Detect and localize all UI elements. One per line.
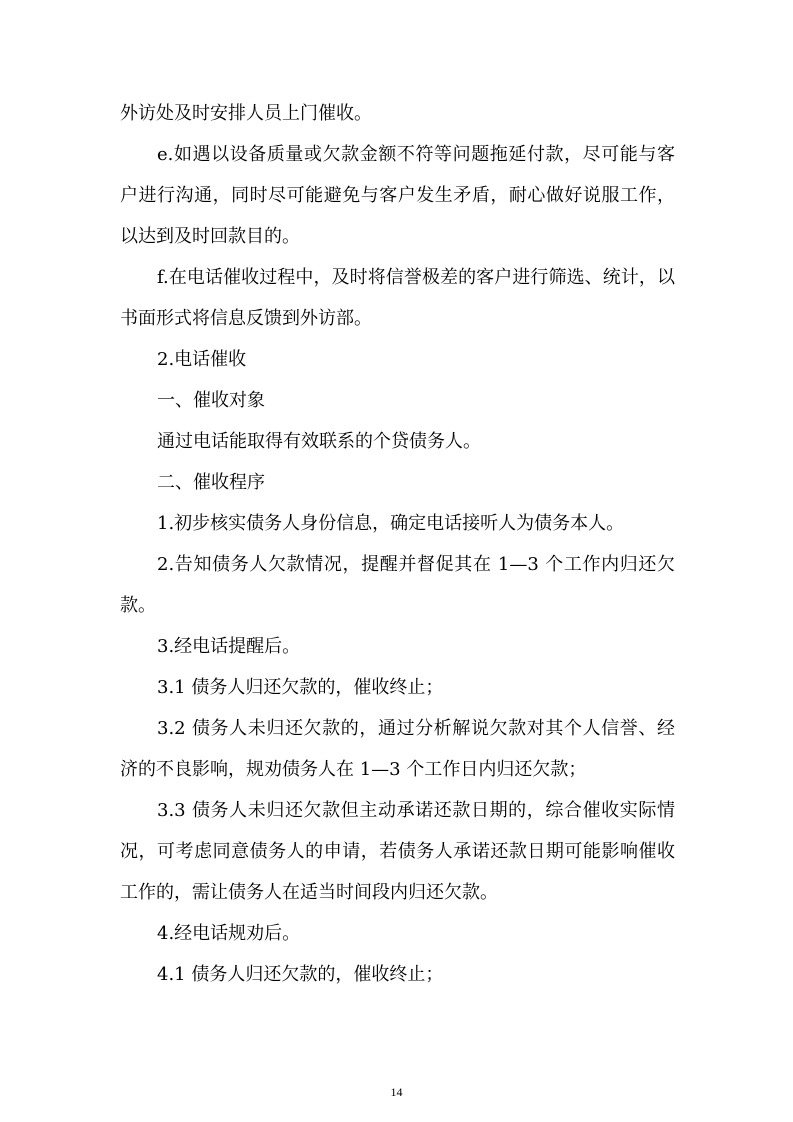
section-heading: 2.电话催收 [157, 349, 247, 370]
paragraph: 外访处及时安排人员上门催收。 [120, 103, 372, 124]
list-item: 3.经电话提醒后。 [157, 636, 301, 657]
list-item: 4.经电话规劝后。 [157, 923, 301, 944]
list-item: 1.初步核实债务人身份信息，确定电话接听人为债务本人。 [157, 513, 625, 534]
subsection-heading: 一、催收对象 [157, 390, 265, 411]
paragraph: 通过电话能取得有效联系的个贷债务人。 [157, 431, 481, 452]
list-item: 3.3 债务人未归还欠款但主动承诺还款日期的，综合催收实际情况，可考虑同意债务人的申请，若债务人承诺还款日期可能影响催收工作的，需让债务人在适当时间段内归还欠款。 [120, 800, 675, 903]
paragraph: f.在电话催收过程中，及时将信誉极差的客户进行筛选、统计，以书面形式将信息反馈到外访部。 [120, 267, 675, 329]
list-item: 4.1 债务人归还欠款的，催收终止； [157, 964, 444, 985]
paragraph: e.如遇以设备质量或欠款金额不符等问题拖延付款，尽可能与客户进行沟通，同时尽可能避免与客户发生矛盾，耐心做好说服工作，以达到及时回款目的。 [120, 144, 675, 247]
page-body [120, 93, 675, 995]
list-item: 2.告知债务人欠款情况，提醒并督促其在 1—3 个工作内归还欠款。 [120, 554, 675, 616]
page-number: 14 [390, 1085, 403, 1099]
subsection-heading: 二、催收程序 [157, 472, 265, 493]
list-item: 3.1 债务人归还欠款的，催收终止； [157, 677, 444, 698]
list-item: 3.2 债务人未归还欠款的，通过分析解说欠款对其个人信誉、经济的不良影响，规劝债务人在 1—3 个工作日内归还欠款； [120, 718, 675, 780]
